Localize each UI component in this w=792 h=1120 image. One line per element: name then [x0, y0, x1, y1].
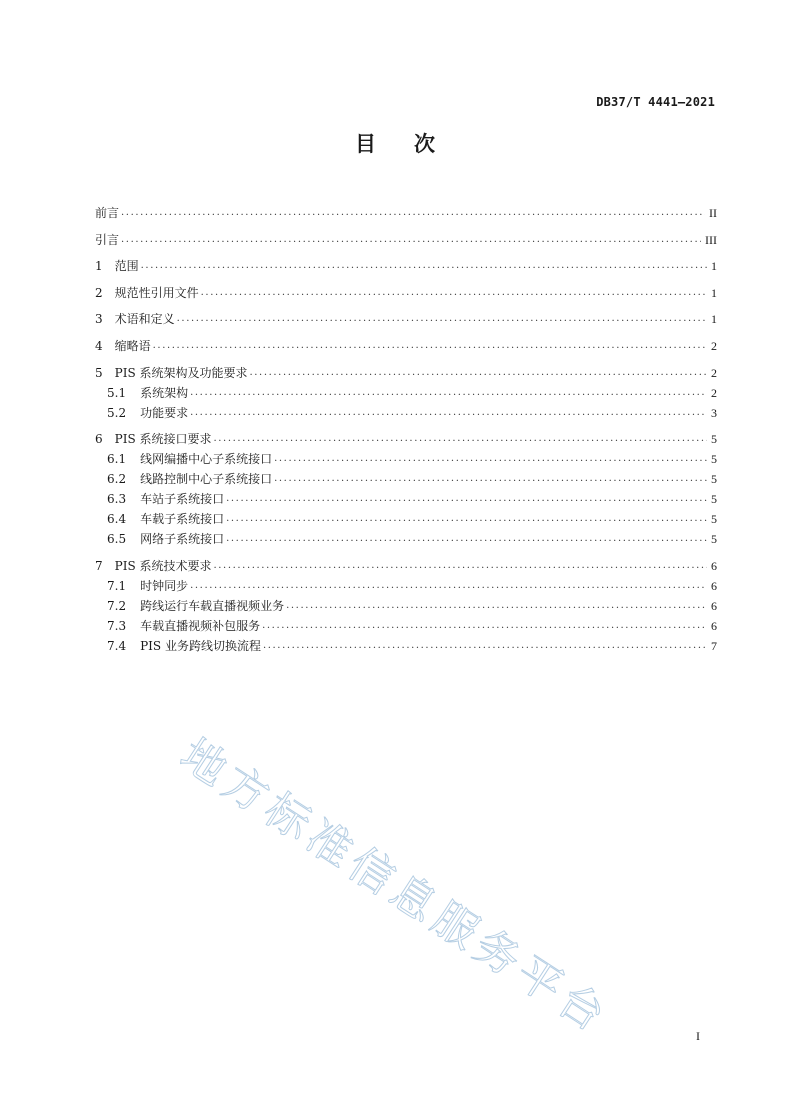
- toc-entry[interactable]: [95, 633, 717, 653]
- toc-entry[interactable]: [95, 553, 717, 573]
- toc-entry-page: 7: [711, 638, 717, 653]
- toc-entry[interactable]: [95, 360, 717, 380]
- toc-dot-leader: [262, 619, 707, 633]
- toc-entry-number: 7.2: [107, 598, 127, 613]
- toc-entry-number: 1: [95, 259, 103, 274]
- page-title-char-2: 次: [414, 132, 437, 156]
- toc-entry-label: [107, 492, 224, 506]
- toc-entry-title: 跨线运行车载直播视频业务: [140, 598, 285, 613]
- toc-dot-leader: [121, 233, 701, 247]
- toc-entry-title: 时钟同步: [140, 578, 189, 593]
- table-of-contents: [95, 200, 717, 653]
- toc-entry[interactable]: [95, 613, 717, 633]
- toc-entry-title: 车载直播视频补包服务: [140, 618, 261, 633]
- toc-entry-page: 2: [711, 365, 717, 380]
- toc-entry-label: [95, 286, 199, 300]
- toc-entry-label: [107, 512, 224, 526]
- toc-dot-leader: [214, 559, 708, 573]
- toc-entry-label: [107, 532, 224, 546]
- toc-entry-page: 2: [711, 338, 717, 353]
- toc-entry-page: 5: [711, 472, 717, 487]
- toc-entry-label: [107, 472, 272, 486]
- toc-entry[interactable]: [95, 280, 717, 300]
- toc-entry-number: 5.2: [107, 405, 127, 420]
- toc-dot-leader: [263, 639, 707, 653]
- toc-entry-label: [95, 233, 119, 247]
- toc-dot-leader: [214, 432, 708, 446]
- toc-entry-title: 功能要求: [140, 405, 189, 420]
- toc-entry-title: PIS 系统接口要求: [114, 432, 212, 447]
- toc-dot-leader: [226, 492, 707, 506]
- toc-entry-title: PIS 业务跨线切换流程: [140, 638, 261, 653]
- toc-dot-leader: [153, 339, 707, 353]
- toc-dot-leader: [286, 599, 707, 613]
- toc-dot-leader: [201, 286, 707, 300]
- toc-entry-label: [107, 579, 188, 593]
- toc-entry[interactable]: [95, 593, 717, 613]
- toc-entry-number: 2: [95, 285, 103, 300]
- toc-entry[interactable]: [95, 400, 717, 420]
- toc-entry-page: 1: [711, 259, 717, 274]
- toc-entry-label: [107, 452, 272, 466]
- toc-entry[interactable]: [95, 573, 717, 593]
- toc-entry-page: 2: [711, 385, 717, 400]
- toc-entry[interactable]: [95, 380, 717, 400]
- toc-entry-label: [107, 599, 284, 613]
- toc-entry-page: 1: [711, 312, 717, 327]
- toc-entry-number: 7.3: [107, 618, 127, 633]
- toc-entry-number: 6.4: [107, 512, 127, 527]
- toc-entry[interactable]: [95, 227, 717, 247]
- toc-entry-number: 7.1: [107, 578, 127, 593]
- toc-entry-page: 5: [711, 492, 717, 507]
- toc-entry-label: [95, 339, 151, 353]
- toc-entry-label: [95, 432, 212, 446]
- toc-entry-page: 6: [711, 618, 717, 633]
- toc-entry-number: 7.4: [107, 638, 127, 653]
- toc-entry-title: PIS 系统架构及功能要求: [114, 365, 248, 380]
- toc-entry-label: [95, 559, 212, 573]
- toc-entry-title: PIS 系统技术要求: [114, 558, 212, 573]
- toc-entry[interactable]: [95, 466, 717, 486]
- toc-entry[interactable]: [95, 506, 717, 526]
- toc-entry-page: 5: [711, 452, 717, 467]
- toc-entry[interactable]: [95, 526, 717, 546]
- toc-entry-page: 5: [711, 532, 717, 547]
- toc-entry-label: [107, 386, 188, 400]
- toc-entry-label: [107, 406, 188, 420]
- toc-entry-title: 规范性引用文件: [114, 285, 199, 300]
- toc-entry[interactable]: [95, 446, 717, 466]
- page-title: [0, 128, 792, 158]
- toc-entry-title: 引言: [95, 232, 120, 247]
- toc-entry-number: 6.3: [107, 492, 127, 507]
- toc-entry[interactable]: [95, 200, 717, 220]
- toc-entry[interactable]: [95, 486, 717, 506]
- toc-dot-leader: [274, 452, 707, 466]
- toc-entry-label: [107, 639, 261, 653]
- toc-entry-title: 范围: [114, 259, 139, 274]
- toc-entry-page: 6: [711, 558, 717, 573]
- toc-entry-number: 5: [95, 365, 103, 380]
- toc-entry-number: 5.1: [107, 385, 127, 400]
- toc-entry-page: 5: [711, 512, 717, 527]
- toc-entry-label: [95, 206, 119, 220]
- toc-dot-leader: [177, 312, 707, 326]
- toc-entry-page: 5: [711, 432, 717, 447]
- toc-dot-leader: [190, 386, 707, 400]
- toc-entry-title: 线网编播中心子系统接口: [140, 452, 273, 467]
- toc-dot-leader: [250, 366, 708, 380]
- toc-dot-leader: [226, 512, 707, 526]
- toc-entry-label: [95, 366, 248, 380]
- toc-entry-page: II: [709, 206, 717, 220]
- toc-entry-label: [95, 312, 175, 326]
- toc-entry-number: 7: [95, 558, 103, 573]
- toc-entry-number: 6.1: [107, 452, 127, 467]
- toc-entry[interactable]: [95, 426, 717, 446]
- page-title-char-1: 目: [355, 132, 378, 156]
- page-number: I: [696, 1029, 700, 1043]
- toc-entry-title: 线路控制中心子系统接口: [140, 472, 273, 487]
- toc-entry-title: 系统架构: [140, 385, 189, 400]
- toc-entry-title: 车载子系统接口: [140, 512, 225, 527]
- toc-entry-title: 车站子系统接口: [140, 492, 225, 507]
- toc-entry-title: 缩略语: [114, 338, 151, 353]
- toc-dot-leader: [141, 259, 707, 273]
- toc-dot-leader: [190, 579, 707, 593]
- toc-entry-page: 6: [711, 598, 717, 613]
- toc-dot-leader: [190, 406, 707, 420]
- toc-entry-page: 6: [711, 578, 717, 593]
- toc-dot-leader: [121, 206, 705, 220]
- toc-entry-number: 6.2: [107, 472, 127, 487]
- toc-dot-leader: [226, 532, 707, 546]
- standard-code: DB37/T 4441—2021: [596, 95, 715, 109]
- toc-entry-number: 6.5: [107, 532, 127, 547]
- toc-dot-leader: [274, 472, 707, 486]
- toc-entry-page: 1: [711, 285, 717, 300]
- toc-entry-page: III: [705, 232, 717, 247]
- toc-entry-number: 6: [95, 432, 103, 447]
- toc-entry[interactable]: [95, 253, 717, 273]
- toc-entry-title: 术语和定义: [114, 312, 175, 327]
- toc-entry-title: 前言: [95, 206, 120, 220]
- toc-entry[interactable]: [95, 333, 717, 353]
- toc-entry-number: 4: [95, 338, 103, 353]
- toc-entry[interactable]: [95, 306, 717, 326]
- toc-entry-title: 网络子系统接口: [140, 532, 225, 547]
- toc-entry-page: 3: [711, 405, 717, 420]
- watermark: 地方标准信息服务平台: [171, 729, 619, 1045]
- toc-entry-label: [95, 259, 139, 273]
- toc-entry-number: 3: [95, 312, 103, 327]
- toc-entry-label: [107, 619, 260, 633]
